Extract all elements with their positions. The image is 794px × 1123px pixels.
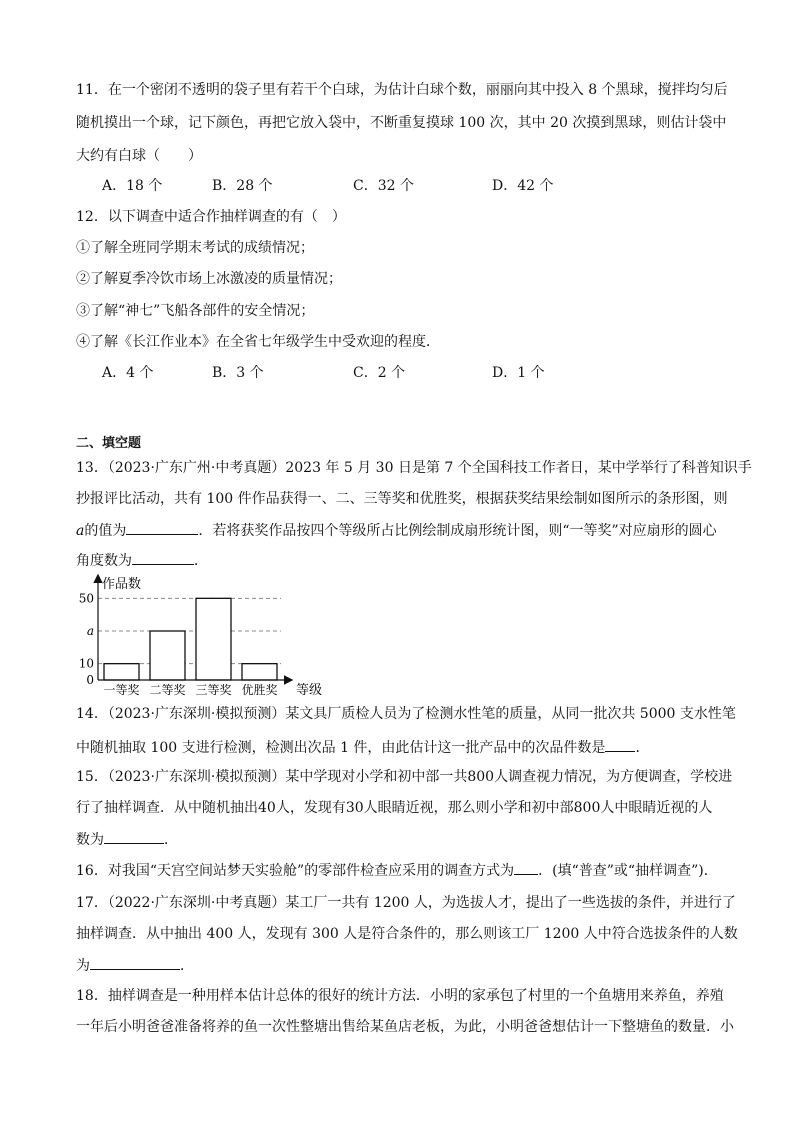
q14-line2-text: 中随机抽取 100 支进行检测，检测出次品 1 件，由此估计这一批产品中的次品件数是 — [76, 740, 606, 756]
q16-line1 — [76, 860, 718, 881]
q15-blank[interactable] — [104, 829, 164, 844]
q12-item-3: ③了解“神七”飞船各部件的安全情况； — [76, 303, 315, 319]
q12-item-4: ④了解《长江作业本》在全省七年级学生中受欢迎的程度． — [76, 334, 440, 350]
bar — [104, 664, 139, 680]
q18-line2: 一年后小明爸爸准备将养的鱼一次性整塘出售给某鱼店老板，为此，小明爸爸想估计一下整塘鱼的数量．小 — [76, 1019, 734, 1035]
q12-option-b: B．3 个 — [212, 365, 264, 381]
x-tick-label: 二等奖 — [149, 683, 186, 697]
q12-item-1: ①了解全班同学期末考试的成绩情况； — [76, 240, 314, 256]
q11-option-d: D．42 个 — [492, 178, 554, 194]
q13-line1: 13．（2023·广东广州·中考真题）2023 年 5 月 30 日是第 7 个全国科技工作者日，某中学举行了科普知识手 — [76, 460, 752, 476]
y-tick-label: 10 — [78, 656, 94, 671]
q12-stem: 12．以下调查中适合作抽样调查的有（ ） — [76, 209, 346, 225]
q11-line3: 大约有白球（ ） — [76, 148, 202, 164]
y-tick-label: a — [86, 624, 94, 638]
q13-line4-text: 角度数为 — [76, 553, 132, 569]
bar — [150, 631, 185, 680]
x-tick-label: 一等奖 — [103, 683, 140, 697]
q15-line1: 15．（2023·广东深圳·模拟预测）某中学现对小学和初中部一共800人调查视力情况，为方便调查，学校进 — [76, 769, 733, 785]
q12-option-d: D．1 个 — [492, 365, 545, 381]
q12-option-a: A．4 个 — [102, 365, 154, 381]
q12-option-c: C．2 个 — [353, 365, 406, 381]
q15-line3-end: ． — [164, 832, 178, 848]
q13-blank-1[interactable] — [126, 520, 198, 535]
x-axis-label: 等级 — [296, 683, 323, 698]
q17-blank[interactable] — [90, 955, 180, 970]
q15-line3 — [76, 829, 178, 850]
q13-blank-2[interactable] — [132, 550, 194, 565]
q18-line1: 18．抽样调查是一种用样本估计总体的很好的统计方法．小明的家承包了村里的一个鱼塘用来养鱼，养殖 — [76, 988, 724, 1004]
bar — [196, 598, 231, 680]
q14-blank[interactable] — [605, 737, 635, 752]
bar-chart — [76, 572, 346, 700]
q17-line1: 17．（2022·广东深圳·中考真题）某工厂一共有 1200 人，为选拔人才，提出了一些选拔的条件，并进行了 — [76, 895, 736, 911]
q13-line2: 抄报评比活动，共有 100 件作品获得一、二、三等奖和优胜奖，根据获奖结果绘制如图所示的条形图，则 — [76, 491, 728, 507]
q14-line2-end: ． — [635, 740, 650, 756]
q11-option-a: A．18 个 — [102, 178, 163, 194]
q11-line1: 11．在一个密闭不透明的袋子里有若干个白球，为估计白球个数，丽丽向其中投入 8 个黑球，搅拌均匀后 — [76, 82, 728, 98]
q13-line3-text-b: ．若将获奖作品按四个等级所占比例绘制成扇形统计图，则“一等奖”对应扇形的圆心 — [198, 523, 717, 539]
q11-option-b: B．28 个 — [212, 178, 273, 194]
q13-variable-a: a — [76, 523, 85, 539]
q17-line3 — [76, 955, 194, 976]
y-tick-label: 50 — [78, 591, 94, 606]
q13-line4-end: ． — [194, 553, 208, 569]
section-title: 二、填空题 — [76, 436, 142, 451]
q15-line2: 行了抽样调查．从中随机抽出40人，发现有30人眼睛近视，那么则小学和初中部800人中眼睛近视的人 — [76, 800, 713, 816]
q11-option-c: C．32 个 — [353, 178, 414, 194]
bar — [242, 664, 277, 680]
q17-line2: 抽样调查．从中抽出 400 人，发现有 300 人是符合条件的，那么则该工厂 1200 人中符合选拔条件的人数 — [76, 926, 738, 942]
q16-line1-end: ．(填“普查”或“抽样调查”)． — [538, 863, 718, 879]
q14-line1: 14．（2023·广东深圳·模拟预测）某文具厂质检人员为了检测水性笔的质量，从同一批次共 5000 支水性笔 — [76, 706, 736, 722]
q15-line3-text: 数为 — [76, 832, 104, 848]
y-axis-label: 作品数 — [102, 577, 142, 592]
q13-line3-text-a: 的值为 — [84, 523, 127, 539]
y-tick-label: 0 — [86, 673, 94, 687]
q12-item-2: ②了解夏季冷饮市场上冰激凌的质量情况； — [76, 271, 342, 287]
q13-line3 — [76, 520, 717, 541]
x-tick-label: 三等奖 — [195, 683, 232, 697]
q16-blank[interactable] — [514, 860, 538, 875]
x-tick-label: 优胜奖 — [241, 683, 278, 697]
q11-line2: 随机摸出一个球，记下颜色，再把它放入袋中，不断重复摸球 100 次，其中 20 次摸到黑球，则估计袋中 — [76, 115, 727, 131]
q17-line3-end: ． — [180, 958, 194, 974]
q13-line4 — [76, 550, 208, 571]
q14-line2 — [76, 737, 649, 758]
q17-line3-text: 为 — [76, 958, 90, 974]
q16-line1-text: 16．对我国“天宫空间站梦天实验舱”的零部件检查应采用的调查方式为 — [76, 863, 515, 879]
